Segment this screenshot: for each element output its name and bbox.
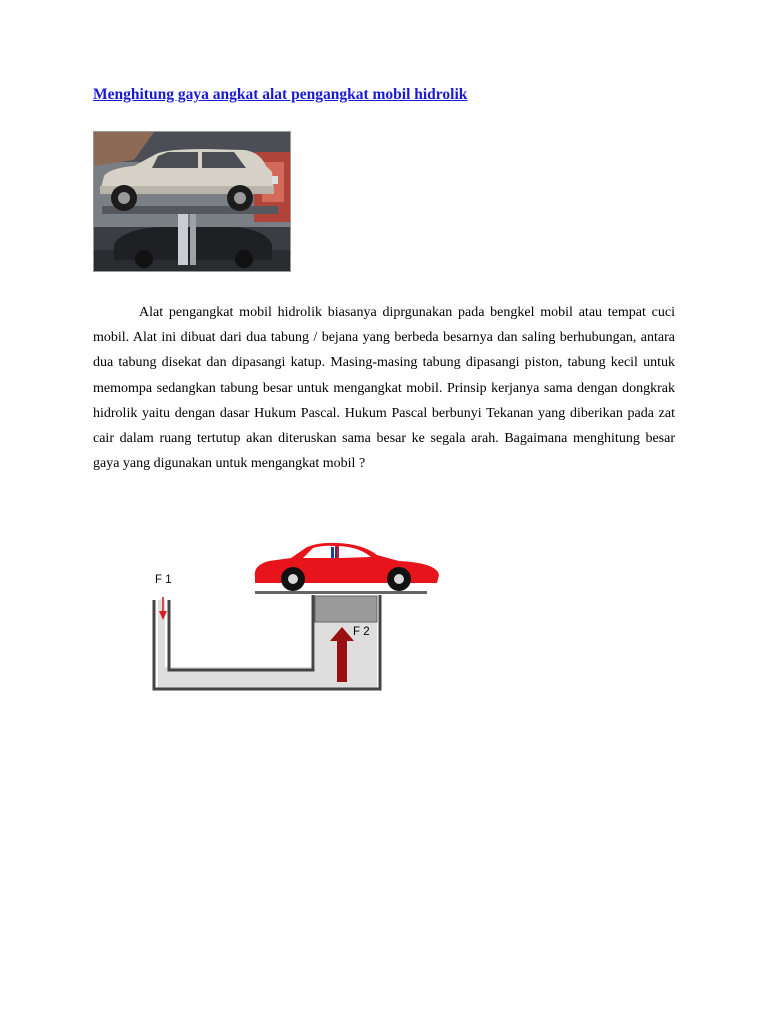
hydraulic-lift-diagram <box>141 527 453 697</box>
lift-platform <box>255 591 427 594</box>
article-title[interactable]: Menghitung gaya angkat alat pengangkat mobil hidrolik <box>93 86 468 103</box>
car-lift-photo <box>93 131 291 272</box>
f1-label: F 1 <box>155 574 172 586</box>
hydraulic-lift-diagram-svg <box>141 527 453 697</box>
car-lift-photo-image <box>94 132 290 271</box>
f2-label: F 2 <box>353 626 370 638</box>
f2-arrow-shaft <box>337 640 347 682</box>
large-piston <box>315 596 377 622</box>
article-paragraph: Alat pengangkat mobil hidrolik biasanya diprgunakan pada bengkel mobil atau tempat cuci mobil. Alat ini dibuat dari dua tabung / bejana yang berbeda besarnya dan saling berhubungan, antara dua tabung disekat dan dipasangi katup. Masing-masing tabung dipasangi piston, tabung kecil untuk memompa sedangkan tabung besar untuk mengangkat mobil. Prinsip kerjanya sama dengan dongkrak hidrolik yaitu dengan dasar Hukum Pascal. Hukum Pascal berbunyi Tekanan yang diberikan pada zat cair dalam ruang tertutup akan diteruskan sama besar ke segala arah. Bagaimana menghitung besar gaya yang digunakan untuk mengangkat mobil ? <box>93 305 675 472</box>
